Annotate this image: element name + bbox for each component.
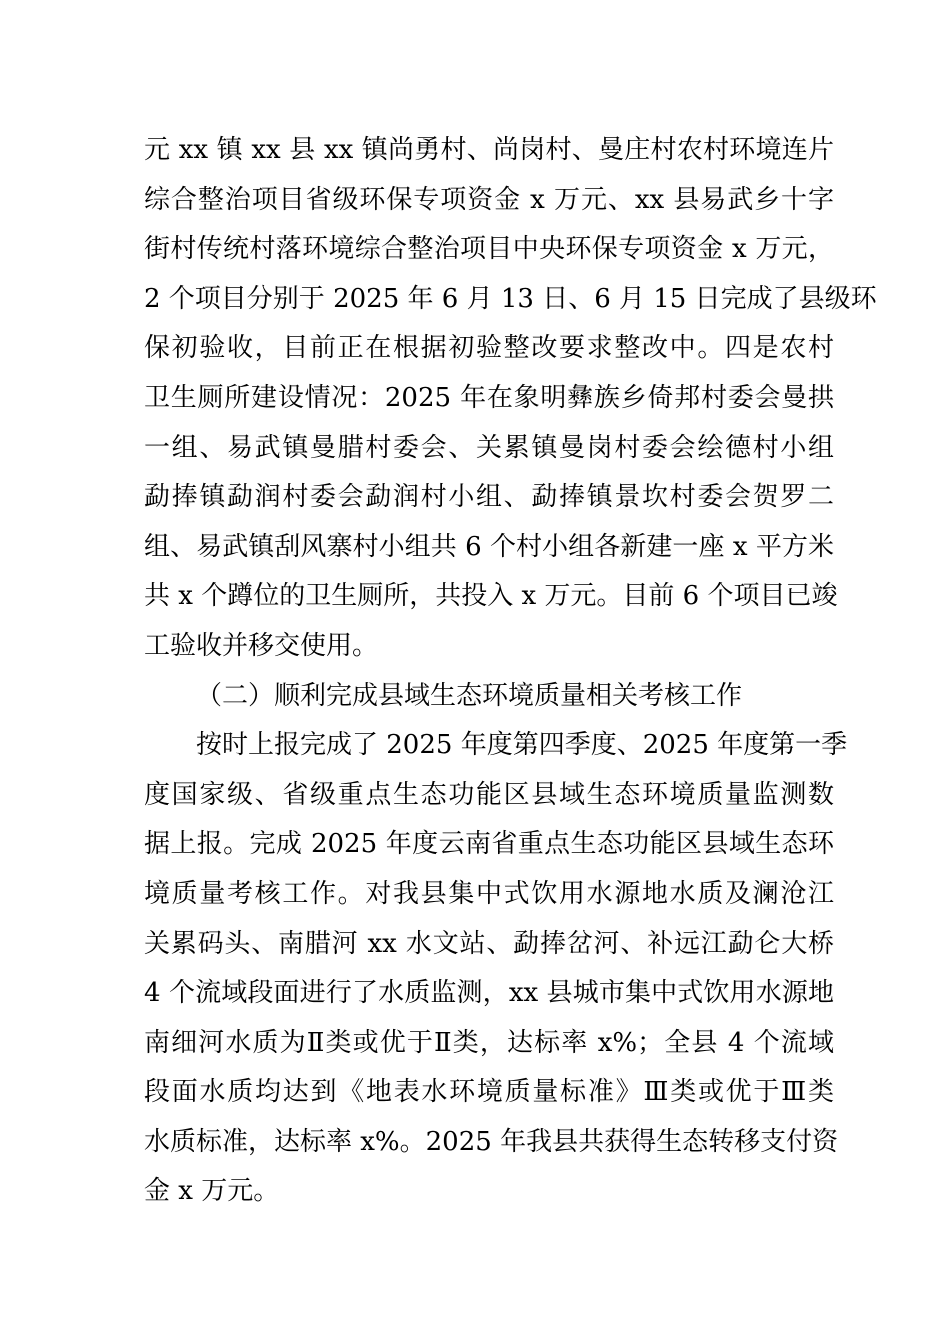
paragraph-1 (144, 126, 877, 672)
paragraph-2-line-5: 关累码头、南腊河 xx 水文站、勐捧岔河、补远江勐仑大桥 (144, 928, 834, 959)
paragraph-1-line-3: 街村传统村落环境综合整治项目中央环保专项资金 x 万元， (144, 234, 834, 265)
paragraph-2-line-2: 度国家级、省级重点生态功能区县域生态环境质量监测数 (144, 779, 834, 810)
paragraph-2-line-10: 金 x 万元。 (144, 1176, 280, 1207)
paragraph-2-line-1: 按时上报完成了 2025 年度第四季度、2025 年度第一季 (196, 730, 848, 761)
paragraph-2-line-6: 4 个流域段面进行了水质监测，xx 县城市集中式饮用水源地 (144, 978, 834, 1009)
paragraph-2-line-8: 段面水质均达到《地表水环境质量标准》Ⅲ类或优于Ⅲ类 (144, 1077, 834, 1108)
paragraph-1-line-8: 勐捧镇勐润村委会勐润村小组、勐捧镇景坎村委会贺罗二 (144, 482, 834, 513)
paragraph-1-line-4: 2 个项目分别于 2025 年 6 月 13 日、6 月 15 日完成了县级环 (144, 283, 877, 314)
paragraph-1-line-1: 元 xx 镇 xx 县 xx 镇尚勇村、尚岗村、曼庄村农村环境连片 (144, 135, 834, 165)
paragraph-2-line-3: 据上报。完成 2025 年度云南省重点生态功能区县域生态环 (144, 829, 834, 860)
paragraph-2-line-7: 南细河水质为Ⅱ类或优于Ⅱ类，达标率 x%；全县 4 个流域 (144, 1027, 834, 1058)
paragraph-1-line-7: 一组、易武镇曼腊村委会、关累镇曼岗村委会绘德村小组 (144, 432, 834, 463)
paragraph-1-line-10: 共 x 个蹲位的卫生厕所，共投入 x 万元。目前 6 个项目已竣 (144, 581, 838, 612)
paragraph-2-line-9: 水质标准，达标率 x%。2025 年我县共获得生态转移支付资 (144, 1126, 839, 1157)
paragraph-2 (144, 721, 848, 1217)
paragraph-1-line-6: 卫生厕所建设情况：2025 年在象明彝族乡倚邦村委会曼拱 (144, 382, 834, 413)
paragraph-1-line-2: 综合整治项目省级环保专项资金 x 万元、xx 县易武乡十字 (144, 184, 834, 215)
paragraph-1-line-5: 保初验收，目前正在根据初验整改要求整改中。四是农村 (144, 333, 834, 364)
paragraph-2-line-4: 境质量考核工作。对我县集中式饮用水源地水质及澜沧江 (144, 878, 834, 909)
section-heading: （二）顺利完成县域生态环境质量相关考核工作 (196, 680, 743, 711)
paragraph-1-line-11: 工验收并移交使用。 (144, 630, 379, 661)
document-body (144, 126, 877, 1217)
paragraph-1-line-9: 组、易武镇刮风寨村小组共 6 个村小组各新建一座 x 平方米 (144, 531, 834, 562)
